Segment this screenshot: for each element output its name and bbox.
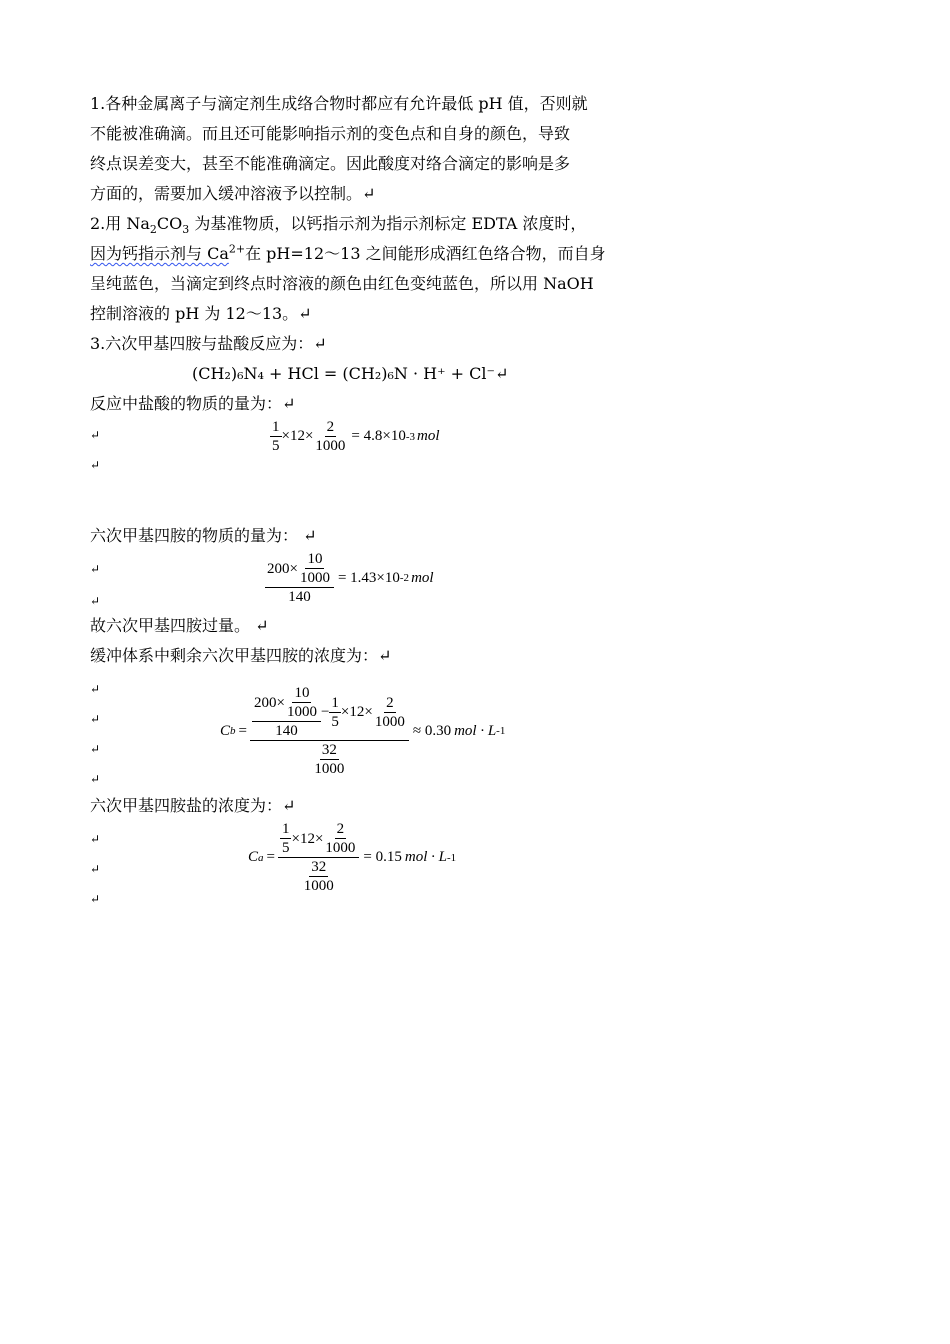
para3-line1: 3.六次甲基四胺与盐酸反应为：↵	[90, 334, 327, 353]
paragraph-mark: ↵	[90, 428, 101, 442]
para2-line3: 呈纯蓝色，当滴定到终点时溶液的颜色由红色变纯蓝色，所以用 NaOH	[90, 274, 594, 293]
para1-line4: 方面的，需要加入缓冲溶液予以控制。↵	[90, 184, 376, 203]
para1-line3: 终点误差变大，甚至不能准确滴定。因此酸度对络合滴定的影响是多	[90, 154, 571, 173]
equation-hmta-moles: 200× $\frac{10}{1000}$ 140 = 1.43×10 -2 mol	[267, 551, 434, 605]
paragraph-mark: ↵	[90, 742, 101, 756]
paragraph-mark: ↵	[90, 892, 101, 906]
paragraph-mark: ↵	[90, 562, 101, 576]
equation-ca-concentration: C a = $\frac{1}{5}$ ×12× $\frac{2}{1000}$ $\frac{32}{1000}$ = 0.15 mol · L -1	[248, 821, 457, 894]
equation-cb-concentration: C b = 200× $\frac{10}{1000}$ 140 − $\frac{1}{5}$ ×12× $\frac{2}{1000}$ $\frac{32}{1000}$ ≈ 0.30 mol · L -1	[220, 685, 506, 777]
paragraph-mark: ↵	[90, 594, 101, 608]
para1-line1: 1.各种金属离子与滴定剂生成络合物时都应有允许最低 pH 值，否则就	[90, 94, 588, 113]
paragraph-mark: ↵	[90, 862, 101, 876]
paragraph-mark: ↵	[90, 682, 101, 696]
para3-line5: 缓冲体系中剩余六次甲基四胺的浓度为：↵	[90, 646, 392, 665]
para2-line4: 控制溶液的 pH 为 12～13。↵	[90, 304, 312, 323]
para3-line3: 六次甲基四胺的物质的量为： ↵	[90, 526, 317, 545]
reaction-equation: (CH₂)₆N₄ + HCl = (CH₂)₆N · H⁺ + Cl⁻↵	[192, 364, 509, 383]
para1-line2: 不能被准确滴。而且还可能影响指示剂的变色点和自身的颜色，导致	[90, 124, 571, 143]
para2-line1: 2.用 $Na_2CO_3$ 为基准物质，以钙指示剂为指示剂标定 EDTA 浓度时，	[90, 214, 587, 237]
para3-line2: 反应中盐酸的物质的量为：↵	[90, 394, 296, 413]
paragraph-mark: ↵	[90, 772, 101, 786]
para3-line6: 六次甲基四胺盐的浓度为：↵	[90, 796, 296, 815]
para3-line4: 故六次甲基四胺过量。 ↵	[90, 616, 269, 635]
paragraph-mark: ↵	[90, 832, 101, 846]
paragraph-mark: ↵	[90, 458, 101, 472]
paragraph-mark: ↵	[90, 712, 101, 726]
equation-hcl-moles: $\frac{1}{5}$ ×12× $\frac{2}{1000}$ = 4.8×10 -3 mol	[272, 419, 440, 454]
para2-line2: 因为钙指示剂与 $Ca^{2+}$在 pH=12～13 之间能形成酒红色络合物，而自身	[90, 242, 606, 263]
